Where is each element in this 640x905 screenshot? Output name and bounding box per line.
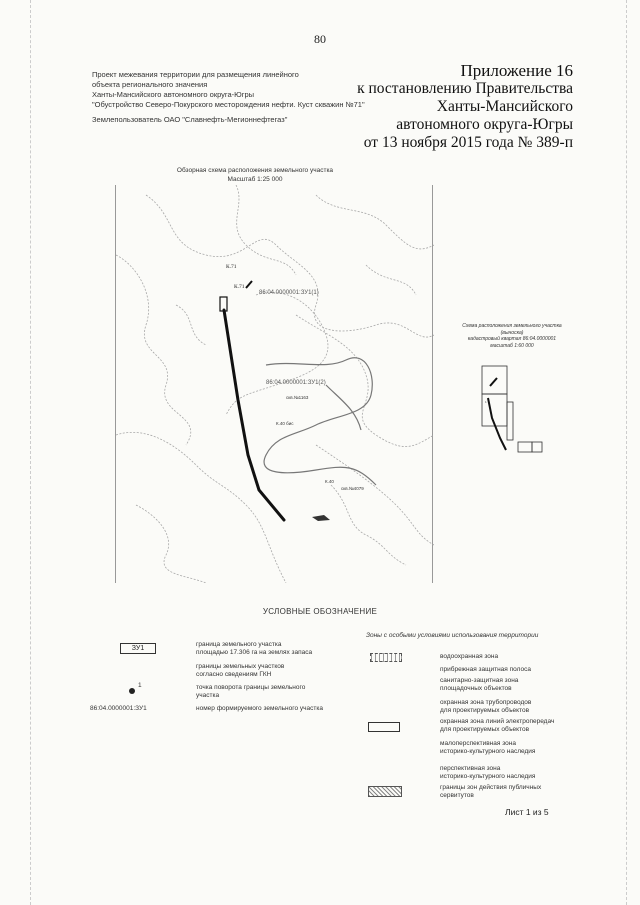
zone-public-servitude-line: границы зон действия публичных (440, 784, 542, 791)
inset-map (470, 358, 550, 468)
project-header-line: Проект межевания территории для размещения линейного (92, 70, 299, 79)
legend-boundary-line: площадью 17.306 га на землях запаса (196, 649, 313, 656)
appendix-line: к постановлению Правительства (357, 80, 573, 97)
inset-subtitle: (выноска) (500, 329, 524, 336)
zone-prospect-line: перспективная зона (440, 765, 501, 772)
legend-boundary-text (196, 641, 312, 657)
overview-map (115, 185, 433, 583)
project-header-line: объекта регионального значения (92, 80, 208, 89)
inset-scale: масштаб 1:60 000 (490, 342, 534, 349)
project-header-line: "Обустройство Северо-Покурского месторождения нефти. Куст скважин №71" (92, 100, 365, 109)
label-k40: К.40 (325, 479, 334, 484)
zone-public-servitude-line: сервитутов (440, 792, 474, 799)
zone-sanitary (440, 677, 518, 693)
zone-prospect (440, 765, 535, 781)
right-margin-line (626, 0, 627, 905)
zone-prospect-line: историко-культурного наследия (440, 773, 536, 780)
well-pad-k71-marker (246, 281, 252, 288)
zone-power-line (440, 718, 554, 734)
label-k40bis: К.40 бис (276, 421, 294, 426)
inset-route (488, 398, 506, 450)
zone-low-prospect-line: малоперспективная зона (440, 740, 516, 747)
inset-block (507, 402, 513, 440)
zone-pipeline (440, 699, 531, 715)
map-scale: Масштаб 1:25 000 (227, 176, 283, 183)
zone-low-prospect (440, 740, 535, 756)
power-line-symbol (368, 722, 400, 732)
label-parcel-2: 86:04.0000001:ЗУ1(2) (266, 380, 326, 386)
zone-power-line-line: охранная зона линий электропередач (440, 718, 555, 725)
label-k71: К.71 (234, 284, 245, 290)
zone-low-prospect-line: историко-культурного наследия (440, 748, 536, 755)
project-header-line: Ханты-Мансийского автономного округа-Югры (92, 90, 255, 99)
appendix-title: Приложение 16 (460, 61, 573, 80)
label-k71-top: К.71 (226, 264, 237, 270)
inset-title-block (452, 323, 572, 349)
page-number: 80 (314, 32, 326, 46)
water-protection-symbol (370, 653, 402, 662)
overview-map-graphic (116, 185, 434, 583)
zone-power-line-line: для проектируемых объектов (440, 726, 530, 733)
legend-gkn-text (196, 663, 284, 679)
inset-quarter: кадастровый квартал 86:04.0000001 (467, 336, 557, 342)
legend-gkn-line: границы земельных участков (196, 663, 285, 670)
zone-public-servitude (440, 784, 541, 800)
map-title: Обзорная схема расположения земельного участка (176, 167, 334, 174)
turn-point-number: 1 (138, 682, 142, 689)
legend-boundary-symbol: ЗУ1 (120, 643, 156, 654)
zone-sanitary-line: санитарно-защитная зона (440, 677, 519, 684)
map-title-block (160, 166, 350, 184)
legend-turn-point-line: точка поворота границы земельного (196, 684, 306, 691)
sheet-number: Лист 1 из 5 (505, 807, 549, 817)
label-parcel-1: 86:04.0000001:ЗУ1(1) (259, 290, 319, 296)
inset-title: Схема расположения земельного участка (462, 323, 562, 329)
label-well-4079: скв.№4079 (341, 486, 364, 491)
appendix-block (330, 62, 573, 152)
legend-parcel-number: 86:04.0000001:ЗУ1 (90, 705, 147, 712)
legend-title: УСЛОВНЫЕ ОБОЗНАЧЕНИЕ (262, 607, 378, 616)
legend-boundary-line: граница земельного участка (196, 641, 282, 648)
legend-gkn-line: согласно сведениям ГКН (196, 671, 272, 678)
zone-coastal-strip: прибрежная защитная полоса (440, 666, 531, 673)
inset-well-pad (490, 378, 497, 386)
project-header-line: Землепользователь ОАО "Славнефть-Мегионнефтегаз" (92, 115, 288, 124)
legend-turn-point-line: участка (196, 692, 220, 699)
pipeline-route (224, 310, 284, 520)
turn-point-icon (129, 688, 135, 694)
zone-pipeline-line: для проектируемых объектов (440, 707, 530, 714)
legend-turn-point-text (196, 684, 305, 700)
zone-sanitary-line: площадочных объектов (440, 685, 512, 692)
zone-water-protection: водоохранная зона (440, 653, 499, 660)
legend-parcel-number-desc: номер формируемого земельного участка (196, 705, 323, 712)
inset-block (518, 442, 532, 452)
label-well-1163: скв.№1163 (286, 395, 309, 400)
inset-block (482, 394, 507, 426)
appendix-line: автономного округа-Югры (396, 116, 573, 133)
zone-pipeline-line: охранная зона трубопроводов (440, 699, 532, 706)
zones-title: Зоны с особыми условиями использования территории (366, 632, 539, 639)
inset-label: 1 (485, 400, 487, 404)
appendix-line: Ханты-Мансийского (436, 98, 573, 115)
well-pad-k40 (312, 515, 330, 521)
appendix-date: от 13 ноября 2015 года № 389-п (363, 134, 573, 151)
public-servitude-symbol (368, 786, 402, 797)
left-margin-line (30, 0, 31, 905)
inset-block (532, 442, 542, 452)
